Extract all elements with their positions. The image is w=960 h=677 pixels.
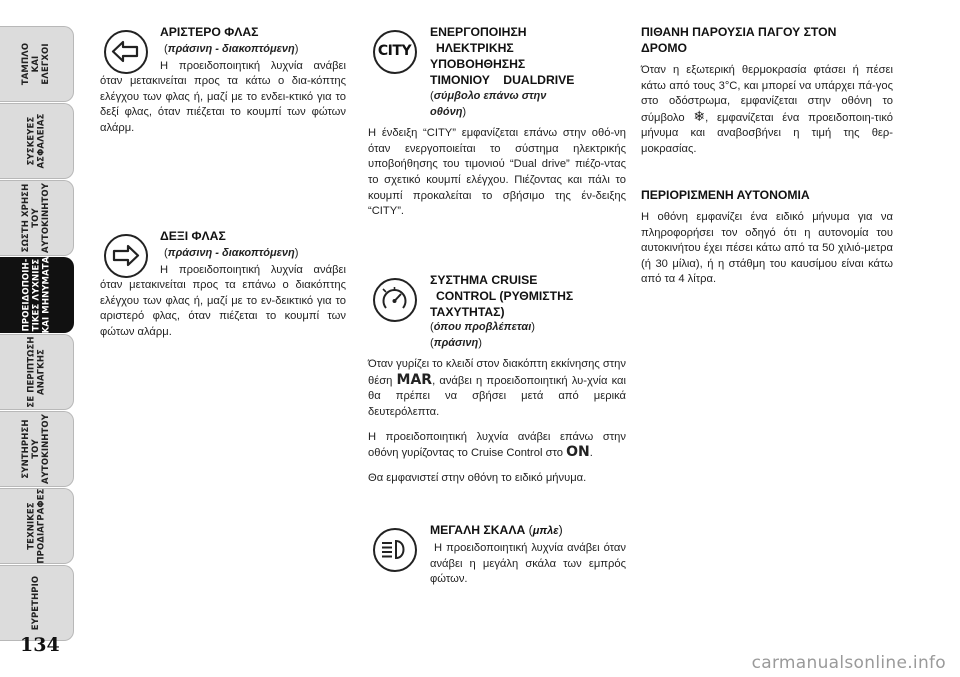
city-title-line: ΕΝΕΡΓΟΠΟΙΗΣΗ xyxy=(430,25,527,39)
tab-label: ΠΡΟΕΙΔΟΠΟΙΗ- ΤΙΚΕΣ ΛΥΧΝΙΕΣ ΚΑΙ ΜΗΝΥΜΑΤΑ xyxy=(21,256,52,334)
cruise-title-line: ΡΥΘΜΙΣΤΗΣ xyxy=(503,289,574,303)
ice-title: ΠΙΘΑΝΗ ΠΑΡΟΥΣΙΑ ΠΑΓΟΥ ΣΤΟΝ xyxy=(641,25,837,39)
cruise-text-1 xyxy=(368,357,626,420)
cruise-title-line: ΤΑΧΥΤΗΤΑΣ xyxy=(430,305,501,319)
city-subtitle: σύμβολο επάνω στην xyxy=(433,90,547,102)
tab-label: ΤΑΜΠΛΟ ΚΑΙ ΕΛΕΓΧΟΙ xyxy=(21,42,52,86)
tab-warning-lights[interactable] xyxy=(0,257,74,333)
city-subtitle: οθόνη xyxy=(430,105,463,118)
tab-safety[interactable] xyxy=(0,103,74,179)
watermark: carmanualsonline.info xyxy=(751,653,946,673)
left-flash-section: ΑΡΙΣΤΕΡΟ ΦΛΑΣ (πράσινη - διακοπτόμενη) Η προειδοποιητική λυχνία ανάβει όταν μετακινείται προς τα κάτω ο δια-κόπτης ελέγχου των φλας ή, μαζί με το ενδει-κτικό για το δεξί φλας, όταν πιέζεται το κουμπί των φώτων αλάρμ. xyxy=(100,24,346,137)
left-flash-title: ΑΡΙΣΤΕΡΟ ΦΛΑΣ xyxy=(160,25,259,39)
cruise-title-line: ΣΥΣΤΗΜΑ CRUISE xyxy=(430,273,538,287)
city-section: ΕΝΕΡΓΟΠΟΙΗΣΗ ΗΛΕΚΤΡΙΚΗΣ ΥΠΟΒΟΗΘΗΣΗΣ ΤΙΜΟΝΙΟΥ DUALDRIVE (σύμβολο επάνω στην οθόνη) Η ένδειξη “CITY” εμφανίζεται επάνω στην οθό-νη όταν ενεργοποιείται το σύστημα ηλεκτρικής υποβοήθησης του τιμονιού “Dual drive” πιέζο-ντας το σχετικό κουμπί ελέγχου. Πιέζοντας και πάλι το κουμπί προκαλείται το σβήσιμο της έν-δειξης “CITY”. xyxy=(368,24,626,220)
ice-text xyxy=(641,63,893,158)
cruise-subtitle: όπου προβλέπεται xyxy=(433,321,532,333)
range-section xyxy=(641,187,893,288)
cruise-title-line: CONTROL xyxy=(436,289,497,303)
city-text: Η ένδειξη “CITY” εμφανίζεται επάνω στην οθό-νη όταν ενεργοποιείται το σύστημα ηλεκτρικής υποβοήθησης του τιμονιού “Dual drive” πιέζο-ντας το σχετικό κουμπί ελέγχου. Πιέζοντας και πάλι το κουμπί προκαλείται το σβήσιμο της έν-δειξης “CITY”. xyxy=(368,127,626,218)
tab-label: ΣΥΝΤΗΡΗΣΗ ΤΟΥ ΑΥΤΟΚΙΝΗΤΟΥ xyxy=(21,413,52,485)
city-steering-icon: CITY xyxy=(373,30,417,74)
high-beam-color: μπλε xyxy=(532,525,559,537)
city-title-line: ΤΙΜΟΝΙΟΥ DUALDRIVE xyxy=(430,73,575,87)
ice-section xyxy=(641,24,893,158)
cruise-subtitle: πράσινη xyxy=(433,336,479,349)
range-title: ΠΕΡΙΟΡΙΣΜΕΝΗ ΑΥΤΟΝΟΜΙΑ xyxy=(641,188,810,202)
tab-emergency[interactable] xyxy=(0,334,74,410)
tab-label: ΣΕ ΠΕΡΙΠΤΩΣΗ ΑΝΑΓΚΗΣ xyxy=(26,336,47,408)
tab-maintenance[interactable] xyxy=(0,411,74,487)
city-title-line: ΥΠΟΒΟΗΘΗΣΗΣ xyxy=(430,57,526,71)
tab-label: ΤΕΧΝΙΚΕΣ ΠΡΟΔΙΑΓΡΑΦΕΣ xyxy=(26,488,47,564)
right-flash-section: ΔΕΞΙ ΦΛΑΣ (πράσινη - διακοπτόμενη) Η προειδοποιητική λυχνία ανάβει όταν μετακινείται προς τα επάνω ο διακόπτης ελέγχου των φλας ή, μαζί με το εν-δεικτικό για το αριστερό φλας, όταν πιέζεται το κουμπί των φώτων αλάρμ. xyxy=(100,228,346,341)
range-text: Η οθόνη εμφανίζει ένα ειδικό μήνυμα για να πληροφορήσει τον οδηγό ότι η αυτονομία του αυτοκινήτου έχει πέσει κάτω από τα 50 χιλιό-μετρα (ή 30 μίλια), ή η στάθμη του καυσίμου είναι κάτω από τα 4 λίτρα. xyxy=(641,211,893,286)
ice-title: ΔΡΟΜΟ xyxy=(641,41,688,55)
key-position-mar: MAR xyxy=(396,371,433,388)
high-beam-text: Η προειδοποιητική λυχνία ανάβει όταν ανάβει η μεγάλη σκάλα των εμπρός φώτων. xyxy=(430,542,626,586)
text-run: . xyxy=(589,447,593,460)
city-title-line: ΗΛΕΚΤΡΙΚΗΣ xyxy=(436,41,514,55)
high-beam-title: ΜΕΓΑΛΗ ΣΚΑΛΑ xyxy=(430,523,526,537)
key-position-on: ON xyxy=(566,444,590,461)
left-flash-subtitle: πράσινη - διακοπτόμενη xyxy=(167,43,295,55)
left-flash-text: Η προειδοποιητική λυχνία ανάβει όταν μετακινείται προς τα κάτω ο δια-κόπτης ελέγχου των φλας ή, μαζί με το ενδει-κτικό για το δεξί φλας, όταν πιέζεται το κουμπί των φώτων αλάρμ. xyxy=(100,59,346,134)
tab-label: ΕΥΡΕΤΗΡΙΟ xyxy=(31,575,42,631)
page-number: 134 xyxy=(20,634,60,656)
tab-index[interactable] xyxy=(0,565,74,641)
high-beam-section: ΜΕΓΑΛΗ ΣΚΑΛΑ (μπλε) Η προειδοποιητική λυχνία ανάβει όταν ανάβει η μεγάλη σκάλα των εμπρός φώτων. xyxy=(368,522,626,588)
cruise-text-3: Θα εμφανιστεί στην οθόνη το ειδικό μήνυμα. xyxy=(368,471,587,484)
tab-correct-use[interactable] xyxy=(0,180,74,256)
right-flash-title: ΔΕΞΙ ΦΛΑΣ xyxy=(160,229,226,243)
text-run: Όταν η εξωτερική θερμοκρασία φτάσει ή πέσει κάτω από τους 3°C, και μπορεί να υπάρχει πά-γος στο οδόστρωμα, εμφανίζεται στην οθόνη το σύμβολο xyxy=(641,64,893,124)
text-run: Όταν γυρίζει το κλειδί στον διακόπτη εκκίνησης στην θέση xyxy=(368,358,626,387)
text-run: Η προειδοποιητική λυχνία ανάβει επάνω στην οθόνη γυρίζοντας το Cruise Control στο xyxy=(368,430,626,460)
text-run: , εμφανίζεται ένα προειδοποιη-τικό μήνυμα και αναβοσβήνει η τιμή της θερ-μοκρασίας. xyxy=(641,111,893,155)
tab-label: ΣΩΣΤΗ ΧΡΗΣΗ ΤΟΥ ΑΥΤΟΚΙΝΗΤΟΥ xyxy=(21,182,52,254)
cruise-section: ΣΥΣΤΗΜΑ CRUISE CONTROL (ΡΥΘΜΙΣΤΗΣ ΤΑΧΥΤΗΤΑΣ) (όπου προβλέπεται) (πράσινη) Όταν γυρίζει το κλειδί στον διακόπτη εκκίνησης στην θέση MAR, ανάβει η προειδοποιητική λυ-χνία και θα πρέπει να σβήσει μετά από μερικά δευτερόλεπτα. Η προειδοποιητική λυχνία ανάβει επάνω στην οθόνη γυρίζοντας το Cruise Control στο ON. Θα εμφανιστεί στην οθόνη το ειδικό μήνυμα. xyxy=(368,272,626,486)
tab-label: ΣΥΣΚΕΥΕΣ ΑΣΦΑΛΕΙΑΣ xyxy=(26,113,47,169)
tab-technical-specs[interactable] xyxy=(0,488,74,564)
right-flash-text: Η προειδοποιητική λυχνία ανάβει όταν μετακινείται προς τα επάνω ο διακόπτης ελέγχου των φλας ή, μαζί με το εν-δεικτικό για το αριστερό φλας, όταν πιέζεται το κουμπί των φώτων αλάρμ. xyxy=(100,263,346,338)
tab-dashboard[interactable] xyxy=(0,26,74,102)
right-flash-subtitle: πράσινη - διακοπτόμενη xyxy=(167,247,295,259)
cruise-text-2 xyxy=(368,430,626,462)
text-run: , ανάβει η προειδοποιητική λυ-χνία και θα πρέπει να σβήσει μετά από μερικά δευτερόλεπτα. xyxy=(368,374,627,418)
snowflake-icon: ❄ xyxy=(693,108,706,125)
